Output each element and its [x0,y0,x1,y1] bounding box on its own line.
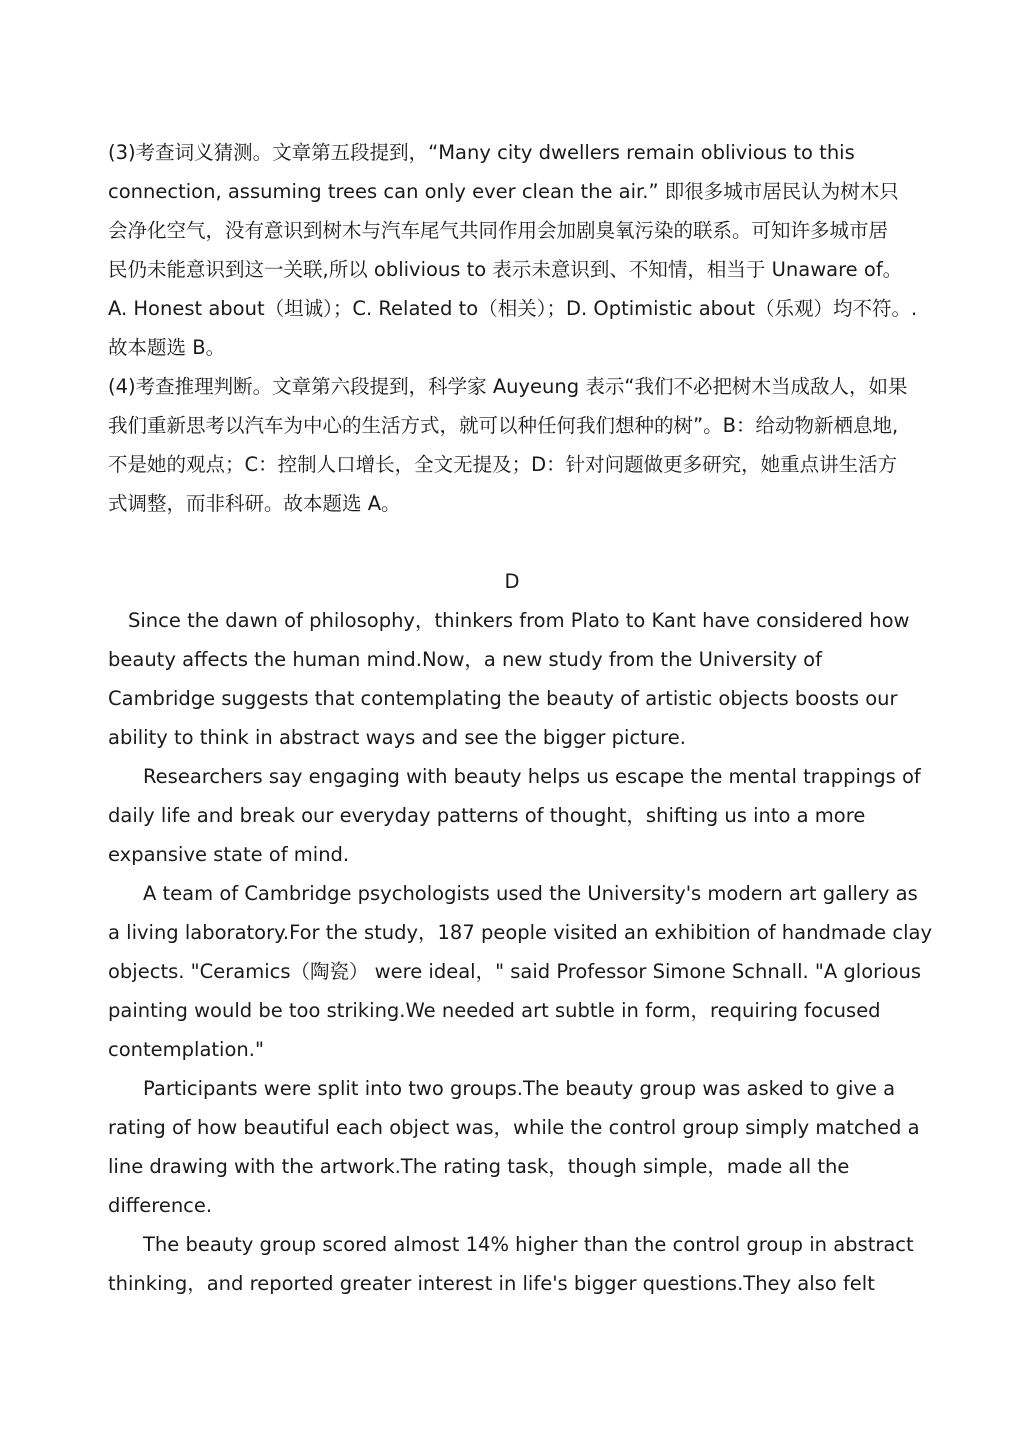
section-title: D [504,570,520,593]
passage-line: ability to think in abstract ways and see the bigger picture. [108,726,686,749]
passage-line: difference. [108,1194,213,1217]
document-page [108,133,932,1303]
passage-line: a living laboratory.For the study，187 people visited an exhibition of handmade clay [108,921,932,944]
explanation-line: A. Honest about（坦诚）；C. Related to（相关）；D. Optimistic about（乐观）均不符。. [108,297,918,320]
passage-paragraph-2 [108,757,921,874]
passage-paragraph-1 [108,601,916,757]
passage-line: thinking，and reported greater interest in life's bigger questions.They also felt [108,1272,875,1295]
explanation-line: connection, assuming trees can only ever clean the air.” 即很多城市居民认为树木只 [108,180,899,203]
explanation-line: (4)考查推理判断。文章第六段提到，科学家 Auyeung 表示“我们不必把树木当成敌人，如果 [108,375,908,398]
passage [108,601,932,1303]
passage-line: contemplation." [108,1038,264,1061]
explanation-line: 式调整，而非科研。故本题选 A。 [108,492,401,515]
explanation-line: 会净化空气，没有意识到树木与汽车尾气共同作用会加剧臭氧污染的联系。可知许多城市居 [108,219,889,242]
passage-line: Participants were split into two groups.The beauty group was asked to give a [143,1077,896,1100]
passage-paragraph-5 [108,1225,916,1303]
passage-paragraph-4 [108,1069,920,1225]
answer-explanation [108,133,916,523]
passage-line: beauty affects the human mind.Now，a new study from the University of [108,648,822,671]
explanation-line: 民仍未能意识到这一关联,所以 oblivious to 表示未意识到、不知情，相当于 Unaware of。 [108,258,903,281]
explanation-line: (3)考查词义猜测。文章第五段提到，“Many city dwellers remain oblivious to this [108,141,855,164]
explanation-line: 我们重新思考以汽车为中心的生活方式，就可以种任何我们想种的树”。B：给动物新栖息地, [108,414,899,437]
passage-paragraph-3 [108,874,932,1069]
section-gap [108,523,916,562]
explanation-line: 不是她的观点；C：控制人口增长，全文无提及；D：针对问题做更多研究，她重点讲生活方 [108,453,898,476]
passage-line: rating of how beautiful each object was，while the control group simply matched a [108,1116,920,1139]
passage-line: expansive state of mind. [108,843,350,866]
passage-line: painting would be too striking.We needed art subtle in form，requiring focused [108,999,881,1022]
passage-line: Researchers say engaging with beauty helps us escape the mental trappings of [143,765,921,788]
passage-line: Since the dawn of philosophy，thinkers from Plato to Kant have considered how [128,609,910,632]
passage-line: line drawing with the artwork.The rating task，though simple，made all the [108,1155,850,1178]
passage-line: A team of Cambridge psychologists used the University's modern art gallery as [143,882,918,905]
passage-line: daily life and break our everyday patterns of thought，shifting us into a more [108,804,866,827]
passage-line: Cambridge suggests that contemplating the beauty of artistic objects boosts our [108,687,898,710]
passage-line: objects. "Ceramics（陶瓷） were ideal，" said Professor Simone Schnall. "A glorious [108,960,922,983]
passage-line: The beauty group scored almost 14% higher than the control group in abstract [143,1233,914,1256]
explanation-line: 故本题选 B。 [108,336,226,359]
